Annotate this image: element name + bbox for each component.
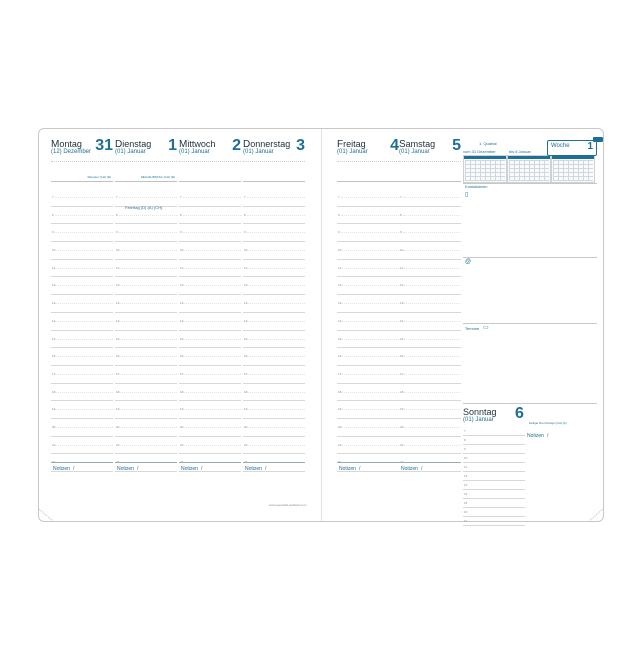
mini-calendar-january xyxy=(463,155,507,183)
day-month: (01) Januar xyxy=(399,149,430,155)
page-tab-marker[interactable] xyxy=(593,137,603,142)
pen-icon: / xyxy=(137,466,139,472)
header-rule xyxy=(115,161,177,162)
section-rule xyxy=(463,257,597,258)
hour-row[interactable]: 12 xyxy=(51,277,113,295)
notes-area[interactable] xyxy=(51,462,113,510)
hour-row[interactable]: 17 xyxy=(51,366,113,384)
week-label: Woche xyxy=(551,143,570,149)
hour-grid[interactable]: 7 8 9 10 11 12 13 14 15 16 17 18 19 20 21 22 xyxy=(337,189,399,457)
hour-grid[interactable] xyxy=(51,189,113,465)
hour-row[interactable]: 11 xyxy=(51,260,113,278)
hour-grid[interactable]: 7 8 9 10 11 12 13 14 15 16 17 18 19 20 21 22 xyxy=(115,189,177,457)
header-rule xyxy=(337,161,399,162)
day-column-thursday xyxy=(243,137,305,509)
day-name: Donnerstag xyxy=(243,139,291,150)
day-column-saturday xyxy=(399,137,461,509)
notes-area[interactable] xyxy=(115,462,177,510)
day-column-monday xyxy=(51,137,113,509)
sunday-name: Sonntag xyxy=(463,407,497,417)
day-header xyxy=(51,137,113,182)
sunday-block xyxy=(463,405,597,523)
sunday-note: Heilige Drei Könige (CH) (A) xyxy=(529,421,567,425)
notes-label: Notizen xyxy=(245,466,262,472)
day-month: (01) Januar xyxy=(179,149,210,155)
day-column-friday xyxy=(337,137,399,509)
pen-icon: / xyxy=(359,466,361,472)
day-number: 5 xyxy=(452,137,461,154)
day-note: Silvester (CH) (D) xyxy=(87,175,111,179)
header-rule xyxy=(243,161,305,162)
day-header xyxy=(337,137,399,182)
pen-icon: / xyxy=(73,466,75,472)
sunday-hours[interactable]: 7 8 9 10 11 12 13 14 15 16 17 xyxy=(463,427,525,526)
hour-row[interactable]: 18 xyxy=(51,384,113,402)
day-note: NEUJAHRSTAG (CH) (D) xyxy=(140,175,175,179)
day-number: 4 xyxy=(390,137,399,154)
notes-label: Notizen xyxy=(53,466,70,472)
section-rule xyxy=(463,403,597,404)
website-footer: www.quovadis-weltweit.com xyxy=(269,503,307,507)
day-number: 1 xyxy=(168,137,177,154)
mini-calendar-february xyxy=(507,155,551,183)
hour-grid[interactable]: 7 8 9 10 11 12 13 14 15 16 17 18 19 20 21 22 xyxy=(179,189,241,457)
kontakt-label: Kontaktieren xyxy=(465,184,488,189)
day-header xyxy=(115,137,177,182)
sunday-number: 6 xyxy=(515,405,524,422)
day-month: (01) Januar xyxy=(115,149,146,155)
header-rule xyxy=(51,161,113,162)
hour-row[interactable]: 9 xyxy=(51,224,113,242)
day-name: Dienstag xyxy=(115,139,152,150)
sunday-month: (01) Januar xyxy=(463,417,494,423)
notes-area[interactable] xyxy=(399,462,461,510)
header-rule xyxy=(179,161,241,162)
notes-label: Notizen xyxy=(181,466,198,472)
hour-row[interactable]: 15 xyxy=(51,331,113,349)
pen-icon: / xyxy=(201,466,203,472)
hour-grid[interactable]: 7 8 9 10 11 12 13 14 15 16 17 18 19 20 21 22 xyxy=(243,189,305,457)
corner-fold-left xyxy=(39,509,55,521)
hour-row[interactable]: 7 xyxy=(51,189,113,207)
day-number: 3 xyxy=(296,137,305,154)
day-number: 31 xyxy=(95,137,113,154)
hour-row[interactable]: 20 xyxy=(51,419,113,437)
mini-calendar-march xyxy=(551,155,595,183)
day-name: Samstag xyxy=(399,139,436,150)
range-to: bis 6 Januar xyxy=(509,149,531,154)
notes-area[interactable] xyxy=(179,462,241,510)
day-month: (01) Januar xyxy=(243,149,274,155)
sunday-notes-label: Notizen xyxy=(527,433,544,439)
day-column-tuesday xyxy=(115,137,177,509)
email-icon: @ xyxy=(465,259,472,265)
hour-row[interactable]: 21 xyxy=(51,437,113,455)
day-header xyxy=(243,137,305,182)
week-box xyxy=(547,140,597,156)
corner-fold-right xyxy=(587,509,603,521)
quarter-title: 1. Quartal xyxy=(479,141,497,146)
range-from: vom 31 Dezember xyxy=(463,149,496,154)
hour-row[interactable]: 10 xyxy=(51,242,113,260)
document-icon: ▭ xyxy=(483,325,489,331)
day-column-wednesday xyxy=(179,137,241,509)
hour-row[interactable]: 22 xyxy=(51,454,113,472)
hour-row[interactable]: 8 xyxy=(51,207,113,225)
pen-icon: / xyxy=(421,466,423,472)
notes-label: Notizen xyxy=(117,466,134,472)
notes-label: Notizen xyxy=(401,466,418,472)
hour-row[interactable]: 16 xyxy=(51,348,113,366)
hour-row[interactable]: 19 xyxy=(51,401,113,419)
day-month: (12) Dezember xyxy=(51,149,92,155)
week-number: 1 xyxy=(587,141,593,152)
notes-label: Notizen xyxy=(339,466,356,472)
phone-icon: ▯ xyxy=(465,192,469,198)
center-gutter xyxy=(321,129,322,521)
day-number: 2 xyxy=(232,137,241,154)
header-rule xyxy=(399,161,461,162)
termine-label: Termine xyxy=(465,326,480,331)
day-name: Montag xyxy=(51,139,82,150)
day-name: Freitag xyxy=(337,139,366,150)
planner-spread xyxy=(38,128,604,522)
pen-icon: / xyxy=(547,433,549,439)
day-month: (01) Januar xyxy=(337,149,368,155)
holiday-label: Feiertag (D) (A) (CH) xyxy=(125,205,163,210)
hour-row[interactable]: 13 xyxy=(51,295,113,313)
hour-grid[interactable]: 7 8 9 10 11 12 13 14 15 16 17 18 19 20 21 22 xyxy=(399,189,461,457)
pen-icon: / xyxy=(265,466,267,472)
notes-area[interactable] xyxy=(337,462,399,510)
day-header xyxy=(399,137,461,182)
day-name: Mittwoch xyxy=(179,139,216,150)
hour-row[interactable]: 14 xyxy=(51,313,113,331)
day-header xyxy=(179,137,241,182)
